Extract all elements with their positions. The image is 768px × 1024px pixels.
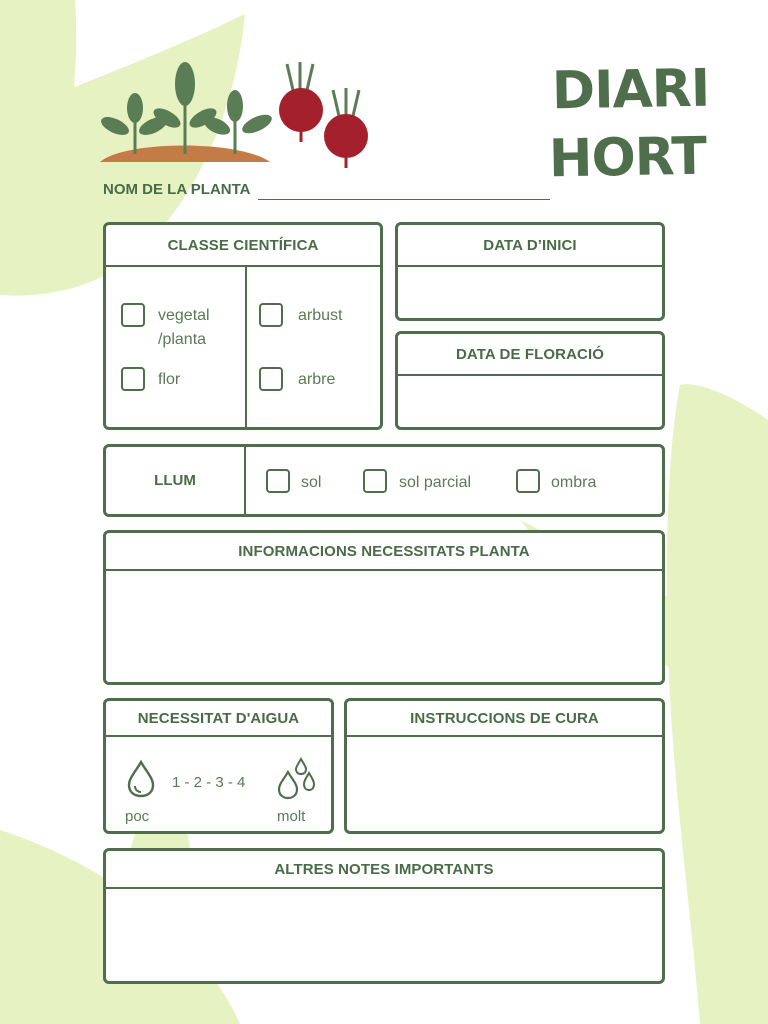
title-hort: HORT (548, 126, 707, 190)
plant-name-label: NOM DE LA PLANTA (103, 181, 251, 198)
checkbox-sol[interactable] (266, 469, 290, 493)
water-high-label: molt (277, 808, 306, 825)
water-drop-icon (124, 759, 158, 799)
checkbox-vegetal[interactable] (121, 303, 145, 327)
informacions-header: INFORMACIONS NECESSITATS PLANTA (106, 533, 662, 571)
classe-cientifica-box (103, 222, 383, 430)
necessitat-aigua-box (103, 698, 334, 834)
title-diari: DIARI (551, 58, 710, 122)
option-vegetal-label: vegetal (158, 307, 210, 324)
water-drops-icon (276, 757, 318, 801)
data-inici-box[interactable] (395, 222, 665, 321)
option-vegetal-label-2: /planta (158, 331, 207, 348)
option-flor-label: flor (158, 371, 181, 388)
llum-divider (244, 447, 246, 514)
informacions-box[interactable] (103, 530, 665, 685)
necessitat-aigua-header: NECESSITAT D'AIGUA (106, 701, 331, 737)
checkbox-sol-parcial[interactable] (363, 469, 387, 493)
option-sol-label: sol (301, 474, 322, 491)
checkbox-ombra[interactable] (516, 469, 540, 493)
option-ombra-label: ombra (551, 474, 597, 491)
water-low-label: poc (125, 808, 150, 825)
altres-notes-header: ALTRES NOTES IMPORTANTS (106, 851, 662, 889)
checkbox-flor[interactable] (121, 367, 145, 391)
water-scale: 1 - 2 - 3 - 4 (172, 774, 246, 791)
classe-divider (245, 267, 247, 430)
llum-box (103, 444, 665, 517)
llum-label: LLUM (154, 472, 196, 489)
instruccions-header: INSTRUCCIONS DE CURA (347, 701, 662, 737)
classe-cientifica-header: CLASSE CIENTÍFICA (106, 225, 380, 267)
checkbox-arbust[interactable] (259, 303, 283, 327)
checkbox-arbre[interactable] (259, 367, 283, 391)
garden-illustration (95, 58, 375, 173)
data-floracio-box[interactable] (395, 331, 665, 430)
data-inici-header: DATA D’INICI (398, 225, 662, 267)
option-arbre-label: arbre (298, 371, 336, 388)
data-floracio-header: DATA DE FLORACIÓ (398, 334, 662, 376)
plant-name-input-line[interactable] (258, 199, 550, 200)
instruccions-box[interactable] (344, 698, 665, 834)
option-arbust-label: arbust (298, 307, 343, 324)
altres-notes-box[interactable] (103, 848, 665, 984)
option-sol-parcial-label: sol parcial (399, 474, 472, 491)
